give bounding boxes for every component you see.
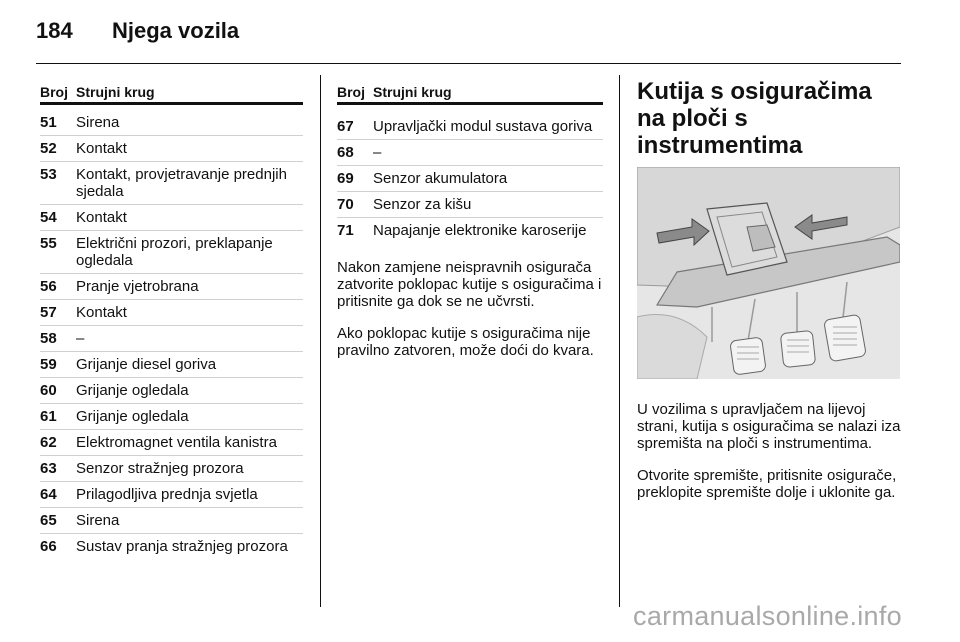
col-header-number: Broj bbox=[40, 84, 68, 100]
section-instrument-panel-fusebox bbox=[637, 78, 902, 516]
body-paragraph: Nakon zamjene neispravnih osigurača zatvorite poklopac kutije s osiguračima i pritisnite ga dok se ne učvrsti. bbox=[337, 259, 602, 310]
fuse-circuit: Senzor za kišu bbox=[373, 196, 472, 213]
fuse-circuit: Kontakt bbox=[76, 140, 127, 157]
fusebox-illustration bbox=[637, 167, 900, 379]
page-number: 184 bbox=[36, 18, 73, 43]
fuse-circuit: Senzor akumulatora bbox=[373, 170, 508, 187]
fuse-row bbox=[40, 135, 303, 161]
fuse-row bbox=[40, 204, 303, 230]
fuse-number: 55 bbox=[40, 235, 57, 252]
fuse-row bbox=[337, 191, 603, 217]
fuse-number: 66 bbox=[40, 538, 57, 555]
fuse-circuit: Napajanje elektronike karoserije bbox=[373, 222, 587, 239]
fuse-circuit: Grijanje ogledala bbox=[76, 408, 189, 425]
fuse-row bbox=[40, 325, 303, 351]
table-header bbox=[337, 80, 603, 100]
fuse-row bbox=[337, 114, 603, 139]
column-divider bbox=[320, 75, 321, 607]
fuse-circuit: Sustav pranja stražnjeg prozora bbox=[76, 538, 288, 555]
fuse-row bbox=[40, 481, 303, 507]
fuse-number: 60 bbox=[40, 382, 57, 399]
body-paragraph: Ako poklopac kutije s osiguračima nije pravilno zatvoren, može doći do kvara. bbox=[337, 325, 594, 359]
fuse-number: 54 bbox=[40, 209, 57, 226]
section-title: Kutija s osiguračima na ploči s instrumentima bbox=[637, 78, 872, 159]
fuse-number: 59 bbox=[40, 356, 57, 373]
fuse-circuit: Kontakt bbox=[76, 209, 127, 226]
fuse-row bbox=[40, 507, 303, 533]
body-paragraph: U vozilima s upravljačem na lijevoj strani, kutija s osiguračima se nalazi iza spremišta na ploči s instrumentima. bbox=[637, 401, 901, 452]
table-header bbox=[40, 80, 303, 100]
fuse-circuit: Elektromagnet ventila kanistra bbox=[76, 434, 277, 451]
fuse-table-left bbox=[40, 80, 303, 559]
col-header-circuit: Strujni krug bbox=[76, 84, 155, 100]
fuse-number: 61 bbox=[40, 408, 57, 425]
fuse-circuit: Pranje vjetrobrana bbox=[76, 278, 199, 295]
fuse-number: 69 bbox=[337, 170, 354, 187]
fuse-number: 53 bbox=[40, 166, 57, 183]
watermark: carmanualsonline.info bbox=[633, 601, 902, 631]
fuse-row bbox=[40, 429, 303, 455]
fuse-circuit: – bbox=[76, 330, 85, 347]
fuse-circuit: Upravljački modul sustava goriva bbox=[373, 118, 593, 135]
table-header-rule bbox=[337, 102, 603, 105]
fuse-number: 58 bbox=[40, 330, 57, 347]
fuse-circuit: Grijanje ogledala bbox=[76, 382, 189, 399]
fuse-number: 71 bbox=[337, 222, 354, 239]
fuse-circuit: Kontakt bbox=[76, 304, 127, 321]
col-header-number: Broj bbox=[337, 84, 365, 100]
body-paragraph: Otvorite spremište, pritisnite osigurače, preklopite spremište dolje i uklonite ga. bbox=[637, 467, 897, 501]
dashboard-pedals-drawing bbox=[637, 167, 900, 379]
fuse-row bbox=[40, 161, 303, 204]
fuse-row bbox=[40, 273, 303, 299]
fuse-row bbox=[337, 165, 603, 191]
fuse-row bbox=[40, 230, 303, 273]
fuse-number: 57 bbox=[40, 304, 57, 321]
fuse-number: 70 bbox=[337, 196, 354, 213]
fuse-circuit: Grijanje diesel goriva bbox=[76, 356, 217, 373]
fuse-circuit: Kontakt, provjetravanje prednjih sjedala bbox=[76, 166, 287, 200]
fuse-number: 64 bbox=[40, 486, 57, 503]
fuse-number: 65 bbox=[40, 512, 57, 529]
fuse-row bbox=[337, 217, 603, 243]
fuse-number: 68 bbox=[337, 144, 354, 161]
fuse-row bbox=[40, 403, 303, 429]
fuse-row bbox=[337, 139, 603, 165]
fuse-number: 67 bbox=[337, 118, 354, 135]
fuse-table-right bbox=[337, 80, 603, 374]
fuse-number: 62 bbox=[40, 434, 57, 451]
fuse-row bbox=[40, 114, 303, 135]
table-header-rule bbox=[40, 102, 303, 105]
fuse-circuit: Prilagodljiva prednja svjetla bbox=[76, 486, 258, 503]
fuse-circuit: Sirena bbox=[76, 114, 120, 131]
fuse-number: 63 bbox=[40, 460, 57, 477]
page-header bbox=[36, 18, 239, 44]
fuse-row bbox=[40, 377, 303, 403]
fuse-circuit: – bbox=[373, 144, 382, 161]
fuse-circuit: Električni prozori, preklapanje ogledala bbox=[76, 235, 273, 269]
col-header-circuit: Strujni krug bbox=[373, 84, 452, 100]
header-rule bbox=[36, 63, 901, 64]
fuse-row bbox=[40, 351, 303, 377]
fuse-circuit: Senzor stražnjeg prozora bbox=[76, 460, 244, 477]
page-title: Njega vozila bbox=[112, 18, 240, 43]
fuse-row bbox=[40, 455, 303, 481]
fuse-number: 56 bbox=[40, 278, 57, 295]
fuse-circuit: Sirena bbox=[76, 512, 120, 529]
column-divider bbox=[619, 75, 620, 607]
fuse-number: 52 bbox=[40, 140, 57, 157]
fuse-row bbox=[40, 299, 303, 325]
fuse-row bbox=[40, 533, 303, 559]
fuse-number: 51 bbox=[40, 114, 57, 131]
